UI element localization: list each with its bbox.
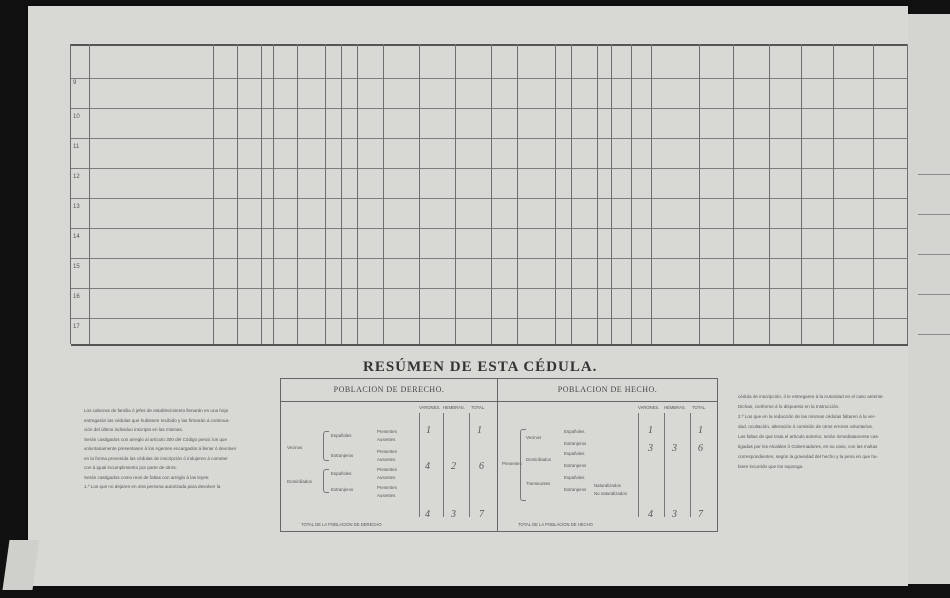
derecho-total-total: 7 <box>479 509 484 520</box>
grid-row-line <box>71 228 909 229</box>
grid-row-number: 13 <box>73 204 80 210</box>
grid-column-line <box>571 44 572 344</box>
derecho-detail-3: Presentes <box>377 449 397 454</box>
derecho-detail-4: Ausentes <box>377 457 396 462</box>
grid-row-number: 11 <box>73 144 80 150</box>
grid-column-line <box>833 44 834 344</box>
derecho-col-total: TOTAL. <box>471 405 486 410</box>
derecho-sub-3: Españoles <box>331 471 352 476</box>
derecho-group-domiciliados: Domiciliados <box>287 479 312 484</box>
derecho-col-hembras: HEMBRAS. <box>443 405 465 410</box>
summary-tables <box>280 378 718 532</box>
derecho-group-vecinos: Vecinos <box>287 445 303 450</box>
grid-column-line <box>555 44 556 344</box>
grid-column-line <box>213 44 214 344</box>
derecho-detail-1: Presentes <box>377 429 397 434</box>
derecho-value-3: 4 <box>425 461 430 472</box>
derecho-detail-5: Presentes <box>377 467 397 472</box>
grid-column-line <box>733 44 734 344</box>
grid-column-line <box>611 44 612 344</box>
grid-row-number: 12 <box>73 174 80 180</box>
derecho-detail-7: Presentes <box>377 485 397 490</box>
grid-column-line <box>517 44 518 344</box>
hecho-sub-1: Españoles <box>564 429 585 434</box>
grid-column-line <box>89 44 90 344</box>
grid-column-line <box>801 44 802 344</box>
grid-row-line <box>71 44 909 46</box>
hecho-value-1: 1 <box>648 425 653 436</box>
grid-row-number: 9 <box>73 80 77 86</box>
grid-row-line <box>71 168 909 169</box>
hecho-value-2: 1 <box>698 425 703 436</box>
grid-row-line <box>71 288 909 289</box>
summary-title: RESÚMEN DE ESTA CÉDULA. <box>363 359 598 375</box>
derecho-value-4: 2 <box>451 461 456 472</box>
right-notes-text: cédula de inscripción, ó le entregaren á la Autoridad en el caso anterior. Dichas, conforme á lo dispuesto en la Instrucción. 2.º Los que en la redacción de las mismas cédulas faltaren á la ver- dad, ocultación, alteración ó comisión de otros errores voluntarios. Las faltas de que trata el artículo anterior, serán inmediatamente cas- tigadas por los Alcaldes ó Gobernadores, en su caso, con las multas correspondientes, según la gravedad del hecho y la pena en que hu- biere incurrido que los suponga. <box>738 394 884 469</box>
hecho-value-5: 6 <box>698 443 703 454</box>
derecho-table <box>281 379 498 531</box>
derecho-col-varones: VARONES. <box>419 405 441 410</box>
hecho-detail-2: No naturalizados <box>594 491 627 496</box>
derecho-sub-4: Extranjeros <box>331 487 354 492</box>
hecho-subgroup-3: Transeuntes <box>526 481 551 486</box>
grid-column-line <box>325 44 326 344</box>
hecho-value-4: 3 <box>672 443 677 454</box>
grid-row-number: 16 <box>73 294 80 300</box>
hecho-col-total: TOTAL. <box>692 405 707 410</box>
derecho-total-hembras: 3 <box>451 509 456 520</box>
grid-column-line <box>261 44 262 344</box>
derecho-value-5: 6 <box>479 461 484 472</box>
grid-column-line <box>597 44 598 344</box>
hecho-col-hembras: HEMBRAS. <box>664 405 686 410</box>
derecho-sub-2: Extranjeros <box>331 453 354 458</box>
derecho-detail-8: Ausentes <box>377 493 396 498</box>
hecho-sub-5: Españoles <box>564 475 585 480</box>
hecho-title: POBLACION DE HECHO. <box>498 379 717 402</box>
hecho-sub-6: Extranjeros <box>564 487 587 492</box>
grid-column-line <box>651 44 652 344</box>
hecho-sub-3: Españoles <box>564 451 585 456</box>
hecho-col-varones: VARONES. <box>638 405 660 410</box>
hecho-total-varones: 4 <box>648 509 653 520</box>
hecho-sub-4: Extranjeros <box>564 463 587 468</box>
hecho-value-3: 3 <box>648 443 653 454</box>
grid-row-line <box>71 78 909 79</box>
derecho-detail-2: Ausentes <box>377 437 396 442</box>
hecho-subgroup-1: Vecinos <box>526 435 542 440</box>
derecho-value-2: 1 <box>477 425 482 436</box>
grid-column-line <box>455 44 456 344</box>
hecho-sub-2: Extranjeros <box>564 441 587 446</box>
grid-column-line <box>297 44 298 344</box>
grid-column-line <box>357 44 358 344</box>
grid-row-line <box>71 108 909 109</box>
derecho-sub-1: Españoles <box>331 433 352 438</box>
grid-column-line <box>273 44 274 344</box>
grid-column-line <box>419 44 420 344</box>
grid-row-number: 14 <box>73 234 80 240</box>
hecho-total-total: 7 <box>698 509 703 520</box>
grid-column-line <box>699 44 700 344</box>
derecho-total-varones: 4 <box>425 509 430 520</box>
derecho-value-1: 1 <box>426 425 431 436</box>
hecho-table <box>498 379 717 531</box>
derecho-total-label: TOTAL DE LA POBLACION DE DERECHO <box>301 522 382 527</box>
grid-column-line <box>491 44 492 344</box>
grid-column-line <box>769 44 770 344</box>
grid-row-line <box>71 344 909 346</box>
hecho-detail-1: Naturalizados <box>594 483 621 488</box>
grid-column-line <box>383 44 384 344</box>
hecho-subgroup-2: Domiciliados <box>526 457 551 462</box>
grid-row-number: 15 <box>73 264 80 270</box>
grid-row-number: 10 <box>73 114 80 120</box>
grid-row-line <box>71 198 909 199</box>
grid-column-line <box>631 44 632 344</box>
census-grid <box>70 44 909 344</box>
adjacent-page <box>908 14 950 584</box>
grid-row-line <box>71 318 909 319</box>
census-sheet <box>28 6 908 586</box>
derecho-detail-6: Ausentes <box>377 475 396 480</box>
grid-row-line <box>71 138 909 139</box>
grid-row-line <box>71 258 909 259</box>
derecho-title: POBLACION DE DERECHO. <box>281 379 497 402</box>
left-notes-text: Los cabezas de familia ó jefes de establecimiento llenarán en una hoja entregarán las cédulas que hubiesen recibido y las firmarán á continua- ción del último individuo inscripto en las mismas. Serán castigados con arreglo al artículo 300 del Código penal, los que voluntariamente presentasen á los Agentes encargados á llenar ó devolver en la forma prevenida las cédulas de inscripción ó indujeren á cometer con á igual incumplimiento por parte de otros. Serán castigados como reos de faltas con arreglo á las leyes: 1.º Los que no dejaren en otra persona autorizada para devolver la <box>84 408 237 489</box>
grid-column-line <box>237 44 238 344</box>
hecho-group-presentes: Presentes <box>502 461 522 466</box>
grid-row-number: 17 <box>73 324 80 330</box>
hecho-total-hembras: 3 <box>672 509 677 520</box>
hecho-total-label: TOTAL DE LA POBLACION DE HECHO <box>518 522 593 527</box>
grid-column-line <box>873 44 874 344</box>
grid-column-line <box>341 44 342 344</box>
